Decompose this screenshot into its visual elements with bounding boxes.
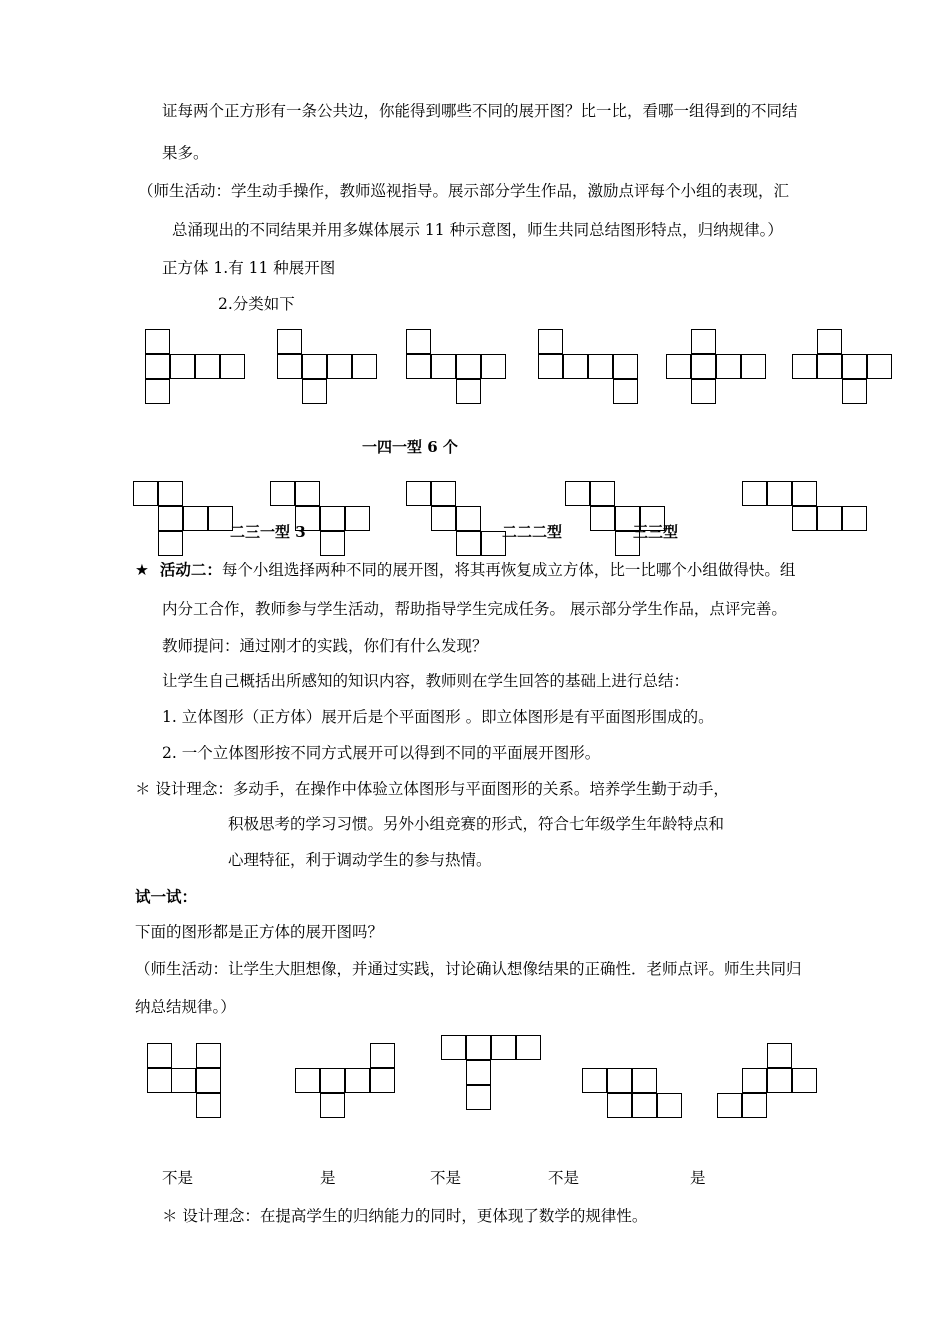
paragraph-line: 内分工合作，教师参与学生活动，帮助指导学生完成任务。 展示部分学生作品，点评完善。	[162, 600, 787, 618]
paragraph-line: 果多。	[162, 144, 209, 162]
paragraph-line: 让学生自己概括出所感知的知识内容，教师则在学生回答的基础上进行总结：	[162, 672, 690, 690]
paragraph-line: 2.分类如下	[218, 295, 295, 313]
answer-label: 不是	[162, 1169, 194, 1187]
design-note: ＊ 设计理念：在提高学生的归纳能力的同时，更体现了数学的规律性。	[162, 1207, 648, 1225]
answer-label: 是	[690, 1169, 706, 1187]
net-type-label: 一四一型 6 个	[362, 438, 458, 456]
net-type-label: 二三一型 3	[230, 523, 306, 541]
design-note: 心理特征，利于调动学生的参与热情。	[228, 851, 492, 869]
paragraph-line: 正方体 1.有 11 种展开图	[162, 259, 336, 277]
section-title: 试一试：	[135, 887, 198, 906]
star-icon: ★	[135, 561, 149, 579]
answer-label: 不是	[548, 1169, 580, 1187]
paragraph-line: 证每两个正方形有一条公共边，你能得到哪些不同的展开图？比一比，看哪一组得到的不同结	[162, 102, 798, 120]
paragraph-line: 总涌现出的不同结果并用多媒体展示 11 种示意图，师生共同总结图形特点，归纳规律。）	[172, 221, 783, 239]
design-note: ＊ 设计理念：多动手，在操作中体验立体图形与平面图形的关系。培养学生勤于动手，	[135, 780, 729, 798]
paragraph-line: （师生活动：让学生大胆想像，并通过实践，讨论确认想像结果的正确性．老师点评。师生共同归	[135, 960, 802, 978]
design-note: 积极思考的学习习惯。另外小组竞赛的形式，符合七年级学生年龄特点和	[228, 815, 725, 833]
activity-text: 每个小组选择两种不同的展开图，将其再恢复成立方体，比一比哪个小组做得快。组	[221, 561, 796, 579]
answer-label: 不是	[430, 1169, 462, 1187]
paragraph-line: 下面的图形都是正方体的展开图吗？	[135, 923, 384, 941]
net-type-label: 三三型	[633, 523, 679, 541]
summary-item: 1. 立体图形（正方体）展开后是个平面图形 。即立体图形是有平面图形围成的。	[162, 708, 714, 726]
answer-label: 是	[320, 1169, 336, 1187]
paragraph-line: 教师提问：通过刚才的实践，你们有什么发现？	[162, 637, 488, 655]
paragraph-line: （师生活动：学生动手操作，教师巡视指导。展示部分学生作品，激励点评每个小组的表现，汇	[138, 182, 790, 200]
paragraph-line: 纳总结规律。）	[135, 998, 236, 1016]
activity-two	[135, 560, 795, 580]
summary-item: 2. 一个立体图形按不同方式展开可以得到不同的平面展开图形。	[162, 744, 601, 762]
net-type-label: 二二二型	[502, 523, 563, 541]
activity-title: 活动二：	[159, 560, 222, 579]
